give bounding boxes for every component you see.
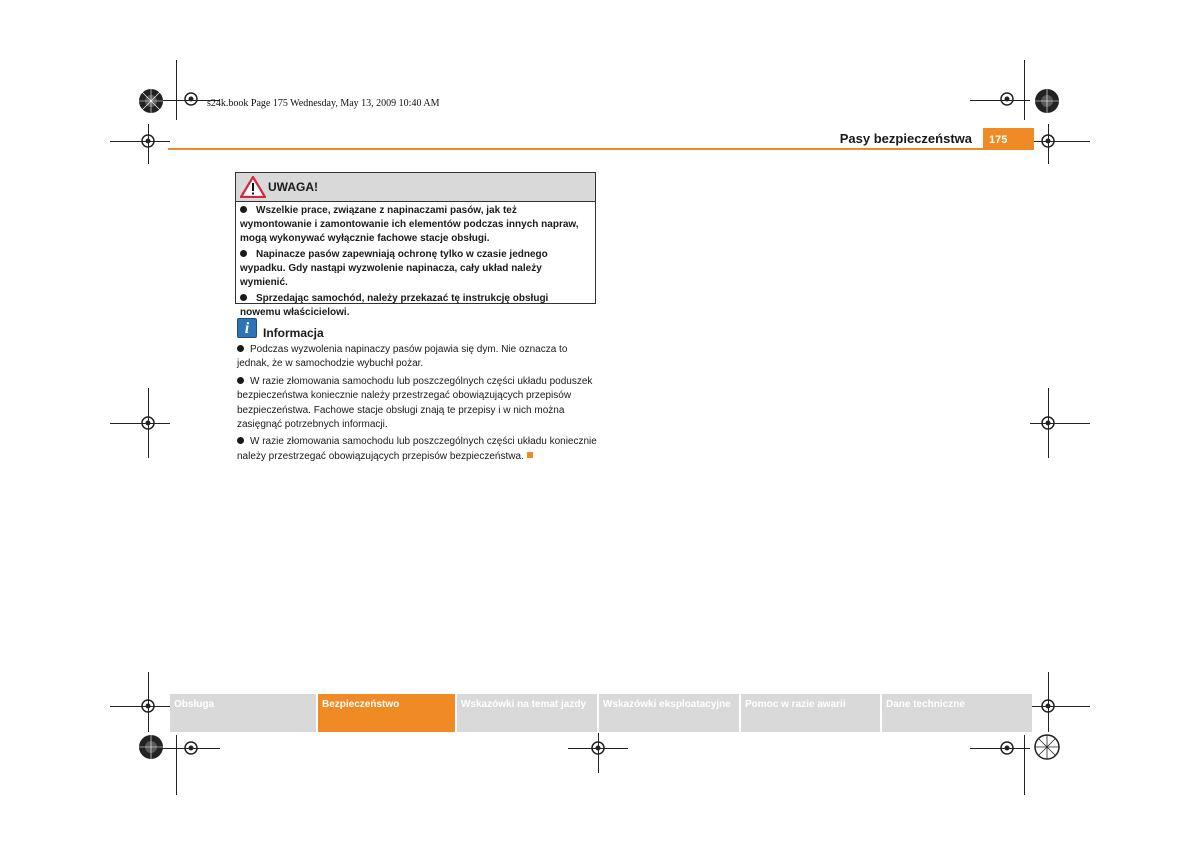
nav-tab-dane-techniczne[interactable]: Dane techniczne [882,694,1032,732]
header-rule [168,148,1034,150]
nav-tab-obsluga[interactable]: Obsługa [170,694,316,732]
crosshair-icon [590,740,606,756]
crosshair-icon [1040,415,1056,431]
warning-triangle-icon [240,176,266,198]
bullet-icon [237,437,244,444]
crosshair-icon [999,740,1015,756]
bullet-icon [240,250,247,257]
crosshair-icon [183,740,199,756]
registration-target-icon [1034,734,1060,760]
crosshair-icon [1040,133,1056,149]
warning-title: UWAGA! [268,180,318,194]
registration-target-icon [138,88,164,114]
nav-tab-wskazowki-eksploatacyjne[interactable]: Wskazówki eksploatacyjne [599,694,739,732]
print-info-slug: s24k.book Page 175 Wednesday, May 13, 2009 10:40 AM [207,98,440,109]
info-title: Informacja [263,326,324,340]
crosshair-icon [999,91,1015,107]
chapter-nav [170,694,1032,732]
nav-tab-bezpieczenstwo[interactable]: Bezpieczeństwo [318,694,455,732]
warning-item: Wszelkie prace, związane z napinaczami pasów, jak też wymontowanie i zamontowanie ich elementów podczas innych napraw, mogą wykonywać wyłącznie fachowe stacje obsługi. [240,205,579,244]
warning-box [235,172,596,318]
warning-item: Sprzedając samochód, należy przekazać tę instrukcję obsługi nowemu właścicielowi. [240,293,549,318]
info-item: Podczas wyzwolenia napinaczy pasów pojawia się dym. Nie oznacza to jednak, że w samochodzie wybuchł pożar. [237,344,568,370]
section-title: Pasy bezpieczeństwa [839,131,972,146]
section-end-icon [527,452,533,458]
nav-tab-wskazowki-jazdy[interactable]: Wskazówki na temat jazdy [457,694,597,732]
warning-item: Napinacze pasów zapewniają ochronę tylko w czasie jednego wypadku. Gdy nastąpi wyzwolenie napinacza, cały układ należy wymienić. [240,249,548,288]
warning-header [236,173,595,202]
nav-tab-pomoc[interactable]: Pomoc w razie awarii [741,694,880,732]
crosshair-icon [183,91,199,107]
crosshair-icon [140,415,156,431]
info-item: W razie złomowania samochodu lub poszczególnych części układu poduszek bezpieczeństwa koniecznie należy przestrzegać obowiązujących przepisów bezpieczeństwa. Fachowe stacje obsługi znają te przepisy i w nich można zasięgnąć potrzebnych informacji. [237,375,593,431]
warning-body [236,202,595,320]
info-icon: i [237,318,257,338]
registration-target-icon [1034,88,1060,114]
crosshair-icon [140,133,156,149]
crosshair-icon [140,698,156,714]
registration-target-icon [138,734,164,760]
bullet-icon [237,345,244,352]
info-body [237,343,599,467]
bullet-icon [237,377,244,384]
crosshair-icon [1040,698,1056,714]
info-item: W razie złomowania samochodu lub poszczególnych części układu koniecznie należy przestrzegać obowiązujących przepisów bezpieczeństwa. [237,436,597,462]
bullet-icon [240,294,247,301]
bullet-icon [240,206,247,213]
page-number: 175 [983,128,1034,150]
